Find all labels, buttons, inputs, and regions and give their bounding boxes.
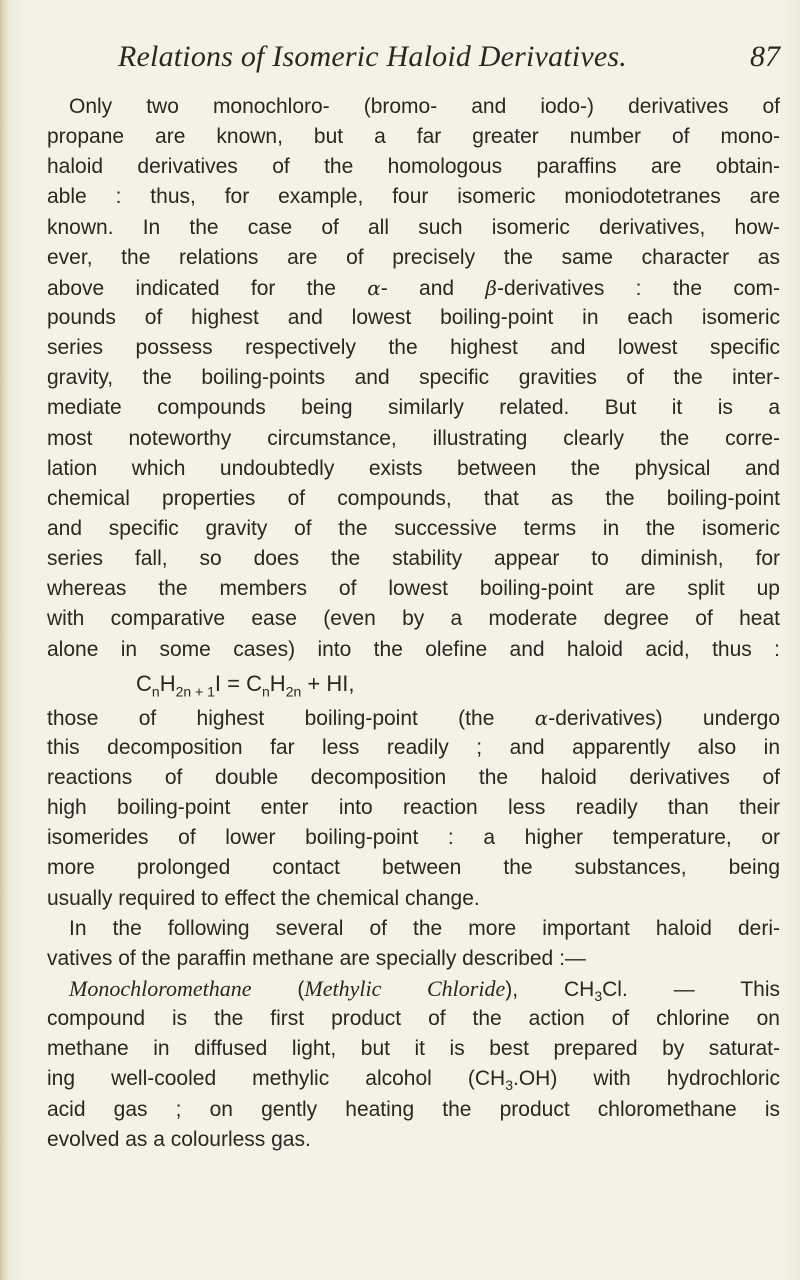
- text-fragment: (: [251, 977, 305, 1001]
- text-line: [47, 1064, 780, 1094]
- text-line: compound is the first product of the action of chlorine on: [47, 1007, 780, 1031]
- text-line: with comparative ease (even by a moderate degree of heat: [47, 607, 780, 631]
- text-line: pounds of highest and lowest boiling-point in each isomeric: [47, 305, 780, 329]
- text-fragment: ing well-cooled methylic alcohol (CH: [47, 1067, 506, 1091]
- compound-alt-name: Methylic Chloride: [304, 975, 506, 1001]
- eq-part: =: [221, 670, 247, 696]
- text-line: most noteworthy circumstance, illustrating clearly the corre-: [47, 426, 780, 450]
- eq-part: I: [214, 670, 222, 696]
- eq-part: C: [246, 670, 262, 696]
- eq-subscript: n: [262, 683, 270, 700]
- text-line: lation which undoubtedly exists between the physical and: [47, 456, 780, 480]
- eq-subscript: 2n + 1: [175, 683, 215, 700]
- page-number: 87: [750, 40, 780, 73]
- text-line: and specific gravity of the successive terms in the isomeric: [47, 516, 780, 540]
- text-line: high boiling-point enter into reaction less readily than their: [47, 796, 780, 820]
- text-fragment: Cl. — This: [602, 977, 780, 1001]
- running-title: Relations of Isomeric Haloid Derivatives.: [118, 40, 627, 73]
- text-line: this decomposition far less readily ; and apparently also in: [47, 735, 780, 759]
- text-line: alone in some cases) into the olefine and haloid acid, thus :: [47, 637, 780, 661]
- compound-name: Monochloromethane: [69, 975, 252, 1001]
- eq-part: H: [159, 670, 176, 696]
- text-line: [47, 273, 780, 303]
- beta-symbol: β: [485, 275, 497, 300]
- text-line: acid gas ; on gently heating the product chloromethane is: [47, 1097, 780, 1121]
- text-line: mediate compounds being similarly related. But it is a: [47, 396, 780, 420]
- text-fragment: -derivatives : the com-: [496, 276, 780, 300]
- alpha-symbol: α: [367, 275, 381, 300]
- text-line: series possess respectively the highest and lowest specific: [47, 336, 780, 360]
- text-line: series fall, so does the stability appear to diminish, for: [47, 547, 780, 571]
- text-line: methane in diffused light, but it is best prepared by saturat-: [47, 1037, 780, 1061]
- text-line: haloid derivatives of the homologous paraffins are obtain-: [47, 155, 780, 179]
- text-line: gravity, the boiling-points and specific gravities of the inter-: [47, 366, 780, 390]
- eq-part: H: [269, 670, 286, 696]
- page-header: [118, 40, 780, 80]
- text-fragment: above indicated for the: [47, 276, 368, 300]
- text-line: propane are known, but a far greater number of mono-: [47, 125, 780, 149]
- text-line: able : thus, for example, four isomeric moniodotetranes are: [47, 185, 780, 209]
- formula-part: CH: [564, 977, 595, 1001]
- chemical-equation: [47, 665, 780, 703]
- formula-subscript: 3: [505, 1077, 513, 1094]
- text-line: known. In the case of all such isomeric derivatives, how-: [47, 215, 780, 239]
- text-fragment: .OH) with hydrochloric: [513, 1067, 780, 1091]
- text-line: [47, 703, 780, 733]
- text-line: In the following several of the more important haloid deri-: [69, 916, 780, 940]
- text-line: [47, 974, 780, 1004]
- text-line: more prolonged contact between the substances, being: [47, 856, 780, 880]
- eq-part: C: [136, 670, 152, 696]
- text-fragment: - and: [380, 276, 486, 300]
- eq-subscript: n: [151, 683, 160, 700]
- eq-part: + HI,: [301, 670, 355, 696]
- text-line: usually required to effect the chemical change.: [47, 886, 480, 910]
- text-line: evolved as a colourless gas.: [47, 1127, 311, 1151]
- text-fragment: -derivatives) undergo: [548, 706, 780, 730]
- formula-subscript: 3: [594, 988, 603, 1005]
- text-fragment: those of highest boiling-point (the: [47, 706, 535, 730]
- page-gutter-edge: [0, 0, 9, 1280]
- text-line: isomerides of lower boiling-point : a higher temperature, or: [47, 826, 780, 850]
- text-line: chemical properties of compounds, that as the boiling-point: [47, 486, 780, 510]
- text-fragment: ),: [505, 977, 564, 1001]
- text-line: Only two monochloro- (bromo- and iodo-) derivatives of: [69, 95, 780, 118]
- eq-subscript: 2n: [285, 683, 302, 700]
- text-line: whereas the members of lowest boiling-point are split up: [47, 577, 780, 601]
- alpha-symbol: α: [534, 705, 549, 730]
- body-text: [47, 92, 780, 1155]
- text-line: ever, the relations are of precisely the same character as: [47, 245, 780, 269]
- text-line: vatives of the paraffin methane are specially described :—: [47, 946, 586, 970]
- text-line: reactions of double decomposition the haloid derivatives of: [47, 765, 780, 789]
